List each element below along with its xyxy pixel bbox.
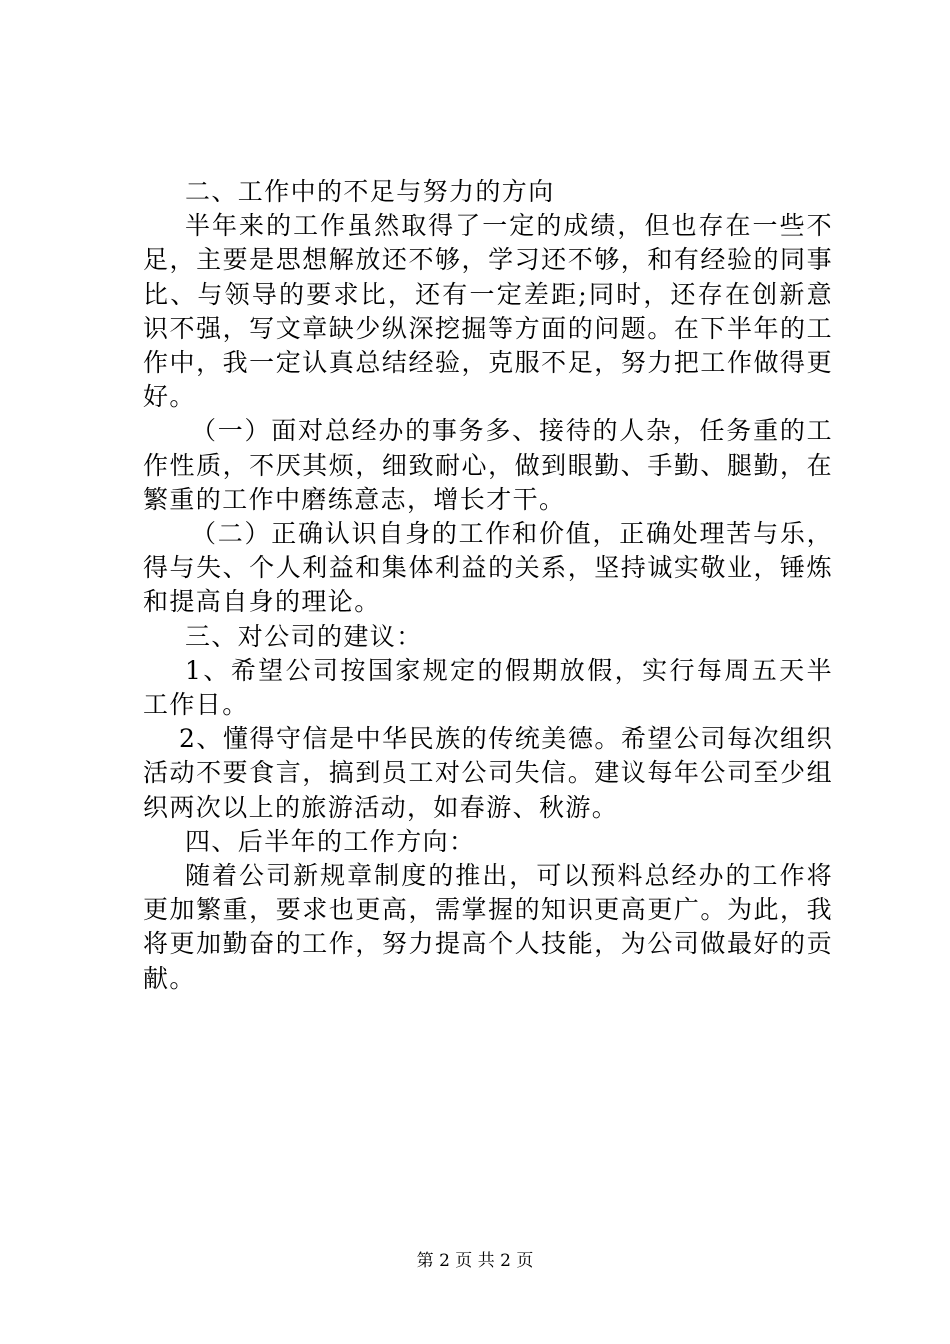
paragraph-suggestion-two: 2、懂得守信是中华民族的传统美德。希望公司每次组织活动不要食言，搞到员工对公司失信。建议每年公司至少组织两次以上的旅游活动，如春游、秋游。 bbox=[143, 724, 833, 822]
paragraph-suggestion-one: 1、希望公司按国家规定的假期放假，实行每周五天半工作日。 bbox=[143, 655, 833, 720]
document-body bbox=[143, 175, 833, 996]
paragraph-item-one: （一）面对总经办的事务多、接待的人杂，任务重的工作性质，不厌其烦，细致耐心，做到眼勤、手勤、腿勤，在繁重的工作中磨练意志，增长才干。 bbox=[143, 416, 833, 514]
page-number: 第 2 页 共 2 页 bbox=[416, 1251, 534, 1271]
section-heading-shortcomings: 二、工作中的不足与努力的方向 bbox=[185, 177, 555, 206]
paragraph-item-two: （二）正确认识自身的工作和价值，正确处理苦与乐，得与失、个人利益和集体利益的关系，坚持诚实敬业，锤炼和提高自身的理论。 bbox=[143, 519, 833, 617]
paragraph-shortcomings: 半年来的工作虽然取得了一定的成绩，但也存在一些不足，主要是思想解放还不够，学习还不够，和有经验的同事比、与领导的要求比，还有一定差距;同时，还存在创新意识不强，写文章缺少纵深挖掘等方面的问题。在下半年的工作中，我一定认真总结经验，克服不足，努力把工作做得更好。 bbox=[143, 211, 833, 412]
section-heading-direction: 四、后半年的工作方向： bbox=[185, 826, 476, 856]
page-footer bbox=[0, 1246, 950, 1271]
paragraph-direction: 随着公司新规章制度的推出，可以预料总经办的工作将更加繁重，要求也更高，需掌握的知识更高更广。为此，我将更加勤奋的工作，努力提高个人技能，为公司做最好的贡献。 bbox=[143, 861, 833, 993]
section-heading-suggestions: 三、对公司的建议： bbox=[185, 621, 423, 651]
